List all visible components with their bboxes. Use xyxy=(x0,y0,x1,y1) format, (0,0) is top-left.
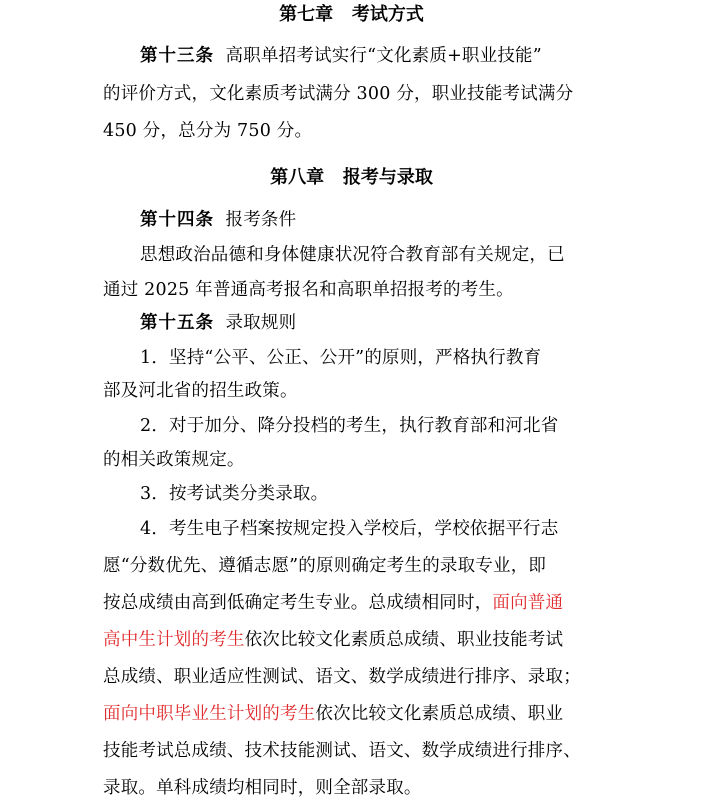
rule-4-line-3-text: 按总成绩由高到低确定考生专业。总成绩相同时， xyxy=(103,593,493,613)
article-13-line-1 xyxy=(140,44,542,68)
rule-4-line-4 xyxy=(103,628,563,652)
article-14-body-line-2: 通过 2025 年普通高考报名和高职单招报考的考生。 xyxy=(103,280,514,300)
article-15-title-line xyxy=(140,311,296,335)
rule-4-line-6 xyxy=(103,702,563,726)
rule-4-line-1: 4．考生电子档案按规定投入学校后，学校依据平行志 xyxy=(140,519,559,539)
article-14-title: 报考条件 xyxy=(214,210,297,230)
rule-4-line-7: 技能考试总成绩、技术技能测试、语文、数学成绩进行排序、 xyxy=(103,741,581,761)
rule-4-line-3 xyxy=(103,591,563,615)
chapter-8-heading: 第八章 报考与录取 xyxy=(270,167,433,188)
chapter-7-heading: 第七章 考试方式 xyxy=(279,4,424,25)
article-13-line-2: 的评价方式，文化素质考试满分 300 分，职业技能考试满分 xyxy=(103,84,574,104)
rule-4-highlight-general-cont: 高中生计划的考生 xyxy=(103,630,245,650)
article-14-title-line xyxy=(140,208,296,232)
rule-4-line-5: 总成绩、职业适应性测试、语文、数学成绩进行排序、录取； xyxy=(103,667,581,687)
rule-2-line-2: 的相关政策规定。 xyxy=(103,450,245,470)
rule-4-highlight-general: 面向普通 xyxy=(492,593,564,613)
rule-4-line-6-text: 依次比较文化素质总成绩、职业 xyxy=(315,704,564,724)
article-15-title: 录取规则 xyxy=(214,313,297,333)
article-15-label: 第十五条 xyxy=(140,313,214,333)
article-14-body-line-1: 思想政治品德和身体健康状况符合教育部有关规定，已 xyxy=(140,245,565,265)
rule-1-line-2: 部及河北省的招生政策。 xyxy=(103,381,298,401)
rule-3-line-1: 3．按考试类分类录取。 xyxy=(140,484,329,504)
article-13-line-3: 450 分，总分为 750 分。 xyxy=(103,121,313,141)
rule-2-line-1: 2．对于加分、降分投档的考生，执行教育部和河北省 xyxy=(140,416,559,436)
rule-1-line-1: 1．坚持“公平、公正、公开”的原则，严格执行教育 xyxy=(140,348,542,368)
article-14-label: 第十四条 xyxy=(140,210,214,230)
rule-4-line-2: 愿“分数优先、遵循志愿”的原则确定考生的录取专业，即 xyxy=(103,556,547,576)
rule-4-line-8: 录取。单科成绩均相同时，则全部录取。 xyxy=(103,778,422,798)
rule-4-line-4-text: 依次比较文化素质总成绩、职业技能考试 xyxy=(244,630,564,650)
rule-4-highlight-vocational: 面向中职毕业生计划的考生 xyxy=(103,704,316,724)
article-13-label: 第十三条 xyxy=(140,46,214,66)
article-13-text: 高职单招考试实行“文化素质+职业技能” xyxy=(214,46,542,66)
